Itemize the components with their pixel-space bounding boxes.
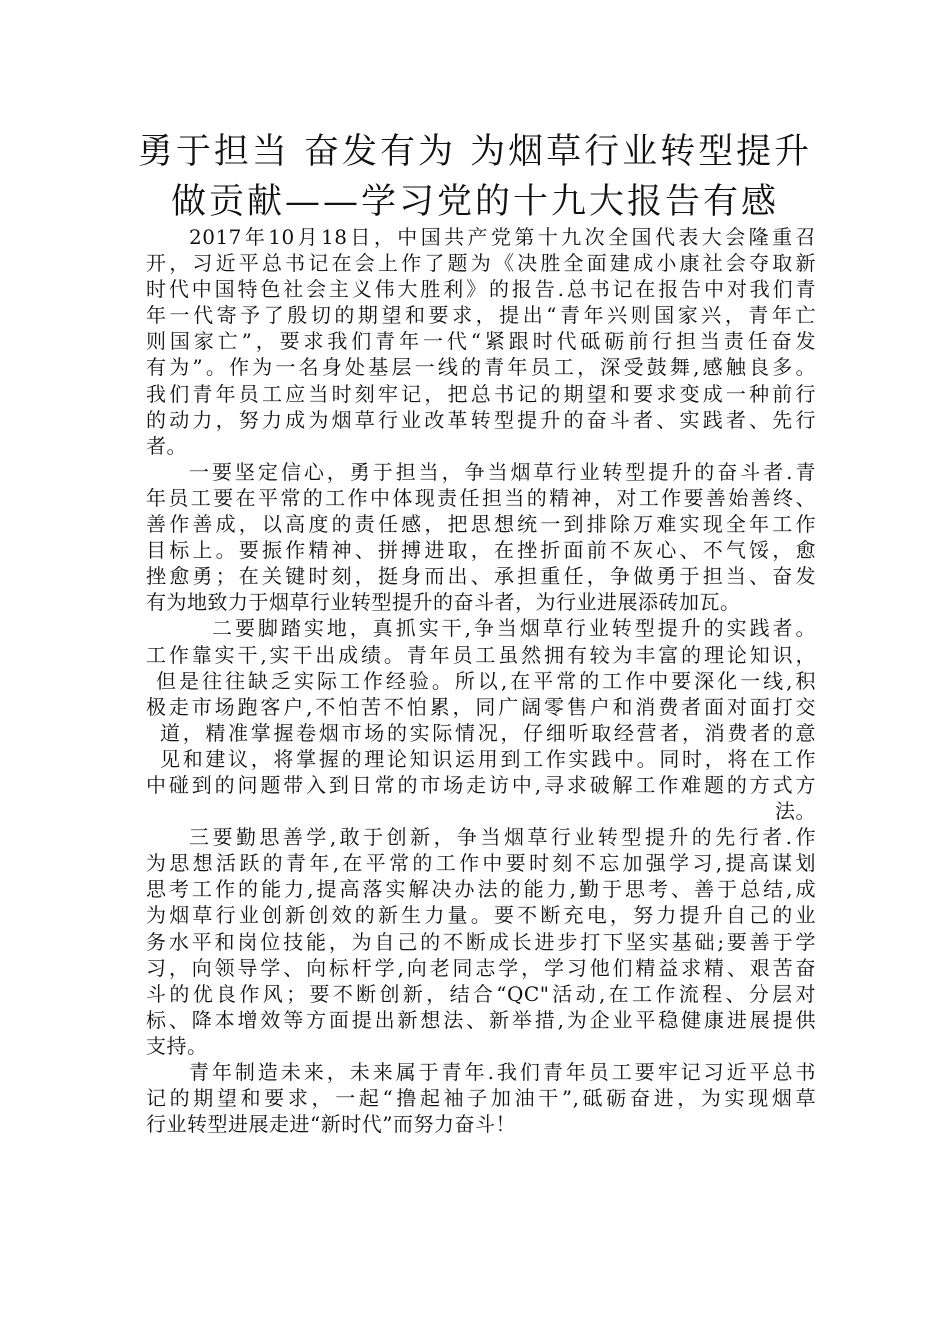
paragraph-1-line: 则国家亡”，要求我们青年一代“紧跟时代砥砺前行担当责任奋发	[146, 329, 816, 354]
paragraph-4-line: 为烟草行业创新创效的新生力量。要不断充电，努力提升自己的业	[146, 903, 816, 928]
paragraph-4-line: 斗的优良作风；要不断创新，结合“QC"活动,在工作流程、分层对	[146, 981, 816, 1006]
paragraph-4-line: 务水平和岗位技能，为自己的不断成长进步打下坚实基础;要善于学	[146, 929, 816, 954]
paragraph-3-line: 二要脚踏实地，真抓实干,争当烟草行业转型提升的实践者。	[212, 616, 816, 641]
paragraph-4-line: 习，向领导学、向标杆学,向老同志学，学习他们精益求精、艰苦奋	[146, 955, 816, 980]
paragraph-3-line: 工作靠实干,实干出成绩。青年员工虽然拥有较为丰富的理论知识，	[146, 642, 816, 667]
paragraph-3-line: 中碰到的问题带入到日常的市场走访中,寻求破解工作难题的方式方	[146, 772, 816, 797]
paragraph-2-line: 目标上。要振作精神、拼搏进取，在挫折面前不灰心、不气馁，愈	[146, 538, 816, 563]
document-body	[146, 224, 816, 1137]
paragraph-3-line: 但是往往缺乏实际工作经验。所以,在平常的工作中要深化一线,积	[156, 668, 816, 693]
document-title-line-1: 勇于担当 奋发有为 为烟草行业转型提升	[137, 132, 813, 172]
paragraph-3-line: 法。	[775, 799, 816, 824]
paragraph-2-line: 有为地致力于烟草行业转型提升的奋斗者，为行业进展添砖加瓦。	[146, 590, 741, 615]
document-title-line-2: 做贡献——学习党的十九大报告有感	[170, 182, 779, 222]
paragraph-4-line: 三要勤思善学,敢于创新，争当烟草行业转型提升的先行者.作	[189, 825, 816, 850]
paragraph-3-line: 极走市场跑客户,不怕苦不怕累，同广阔零售户和消费者面对面打交	[146, 694, 816, 719]
paragraph-2-line: 善作善成，以高度的责任感，把思想统一到排除万难实现全年工作	[146, 512, 816, 537]
paragraph-1-line: 时代中国特色社会主义伟大胜利》的报告.总书记在报告中对我们青	[146, 277, 816, 302]
paragraph-1-line: 我们青年员工应当时刻牢记，把总书记的期望和要求变成一种前行	[146, 381, 816, 406]
paragraph-4-line: 支持。	[146, 1033, 208, 1058]
paragraph-3-line: 道，精准掌握卷烟市场的实际情况，仔细听取经营者，消费者的意	[160, 720, 816, 745]
paragraph-1-line: 的动力，努力成为烟草行业改革转型提升的奋斗者、实践者、先行	[146, 407, 816, 432]
paragraph-4-line: 为思想活跃的青年,在平常的工作中要时刻不忘加强学习,提高谋划	[146, 851, 816, 876]
paragraph-1-line: 者。	[146, 433, 187, 458]
paragraph-1-line: 2017年10月18日，中国共产党第十九次全国代表大会隆重召	[189, 225, 816, 249]
paragraph-2-line: 年员工要在平常的工作中体现责任担当的精神，对工作要善始善终、	[146, 485, 816, 510]
paragraph-4-line: 标、降本增效等方面提出新想法、新举措,为企业平稳健康进展提供	[146, 1007, 816, 1032]
paragraph-1-line: 年一代寄予了殷切的期望和要求，提出“青年兴则国家兴，青年亡	[146, 303, 816, 328]
paragraph-5-line: 行业转型进展走进“新时代”而努力奋斗！	[146, 1112, 516, 1137]
paragraph-5-line: 青年制造未来，未来属于青年.我们青年员工要牢记习近平总书	[189, 1060, 816, 1084]
paragraph-2-line: 挫愈勇；在关键时刻，挺身而出、承担重任，争做勇于担当、奋发	[146, 564, 816, 589]
paragraph-1-line: 有为”。作为一名身处基层一线的青年员工，深受鼓舞,感触良多。	[146, 355, 816, 380]
paragraph-1-line: 开，习近平总书记在会上作了题为《决胜全面建成小康社会夺取新	[146, 251, 816, 276]
paragraph-5-line: 记的期望和要求，一起“撸起袖子加油干”,砥砺奋进，为实现烟草	[146, 1086, 816, 1111]
paragraph-4-line: 思考工作的能力,提高落实解决办法的能力,勤于思考、善于总结,成	[146, 877, 816, 902]
paragraph-2-line: 一要坚定信心，勇于担当，争当烟草行业转型提升的奋斗者.青	[189, 459, 816, 484]
paragraph-3-line: 见和建议，将掌握的理论知识运用到工作实践中。同时，将在工作	[160, 746, 816, 771]
